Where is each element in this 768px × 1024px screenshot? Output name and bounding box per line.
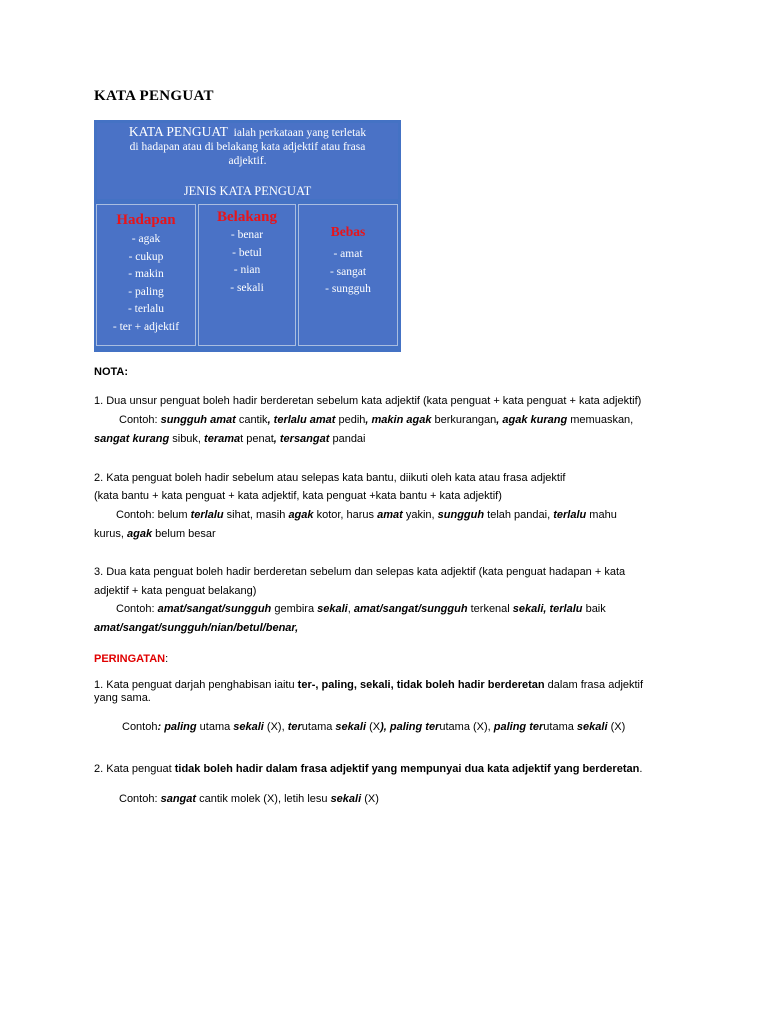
nota-example-2-cont: kurus, agak belum besar: [94, 528, 216, 540]
list-item: - agak: [131, 233, 161, 245]
list-item: - terlalu: [127, 303, 165, 315]
nota-point-1: 1. Dua unsur penguat boleh hadir berderetan sebelum kata adjektif (kata penguat + kata penguat + kata adjektif): [94, 395, 642, 407]
column-hadapan: [96, 204, 196, 346]
peringatan-example-1: Contoh: paling utama sekali (X), terutama sekali (X), paling terutama (X), paling terutama sekali (X): [122, 721, 626, 733]
definition-line2: di hadapan atau di belakang kata adjektif atau frasa: [129, 141, 366, 153]
nota-example-1-cont: sangat kurang sibuk, teramat penat, tersangat pandai: [94, 433, 366, 445]
peringatan-point-1: 1. Kata penguat darjah penghabisan iaitu ter-, paling, sekali, tidak boleh hadir berderetan dalam frasa adjektif: [94, 679, 644, 691]
list-item: - ter + adjektif: [112, 320, 180, 333]
list-item: - benar: [230, 229, 264, 241]
peringatan-point-2: 2. Kata penguat tidak boleh hadir dalam frasa adjektif yang mempunyai dua kata adjektif yang berderetan.: [94, 763, 643, 775]
column-belakang: [198, 204, 296, 346]
nota-point-3: 3. Dua kata penguat boleh hadir berderetan sebelum dan selepas kata adjektif (kata penguat hadapan + kata: [94, 566, 626, 578]
nota-heading: NOTA:: [94, 366, 129, 378]
peringatan-heading: PERINGATAN:: [94, 653, 169, 665]
peringatan-example-2: Contoh: sangat cantik molek (X), letih lesu sekali (X): [119, 793, 379, 805]
list-item: - makin: [128, 268, 164, 280]
definition-panel: [97, 123, 398, 199]
list-item: - nian: [233, 264, 261, 276]
list-item: - sungguh: [325, 283, 371, 295]
column-heading: Bebas: [330, 224, 366, 239]
list-item: - sangat: [329, 265, 367, 278]
list-item: - paling: [128, 285, 164, 298]
nota-example-2: Contoh: belum terlalu sihat, masih agak kotor, harus amat yakin, sungguh telah pandai, terlalu mahu: [116, 509, 617, 521]
nota-example-1: Contoh: sungguh amat cantik, terlalu amat pedih, makin agak berkurangan, agak kurang memuaskan,: [119, 414, 634, 426]
list-item: - betul: [232, 246, 262, 259]
list-item: - cukup: [128, 250, 164, 263]
definition-text: [97, 125, 398, 168]
column-bebas: [298, 204, 398, 346]
nota-example-3: Contoh: amat/sangat/sungguh gembira sekali, amat/sangat/sungguh terkenal sekali, terlalu baik: [116, 603, 606, 615]
column-heading: Belakang: [216, 209, 277, 225]
peringatan-point-1-cont: yang sama.: [94, 692, 151, 704]
list-item: - amat: [333, 248, 363, 260]
nota-point-2: 2. Kata penguat boleh hadir sebelum atau selepas kata bantu, diikuti oleh kata atau frasa adjektif: [94, 472, 566, 484]
list-item: - sekali: [230, 281, 264, 294]
column-heading: Hadapan: [116, 212, 176, 228]
definition-line3: adjektif.: [228, 155, 267, 167]
definition-line1: ialah perkataan yang terletak: [233, 127, 367, 139]
nota-point-2-formula: (kata bantu + kata penguat + kata adjektif, kata penguat +kata bantu + kata adjektif): [94, 490, 502, 502]
jenis-heading: JENIS KATA PENGUAT: [183, 184, 312, 198]
nota-point-3-cont: adjektif + kata penguat belakang): [94, 585, 257, 597]
kata-penguat-infographic: [94, 120, 401, 352]
page-title: KATA PENGUAT: [94, 88, 214, 104]
nota-example-3-cont: amat/sangat/sungguh/nian/betul/benar,: [94, 622, 299, 634]
definition-term: KATA PENGUAT: [128, 124, 228, 139]
